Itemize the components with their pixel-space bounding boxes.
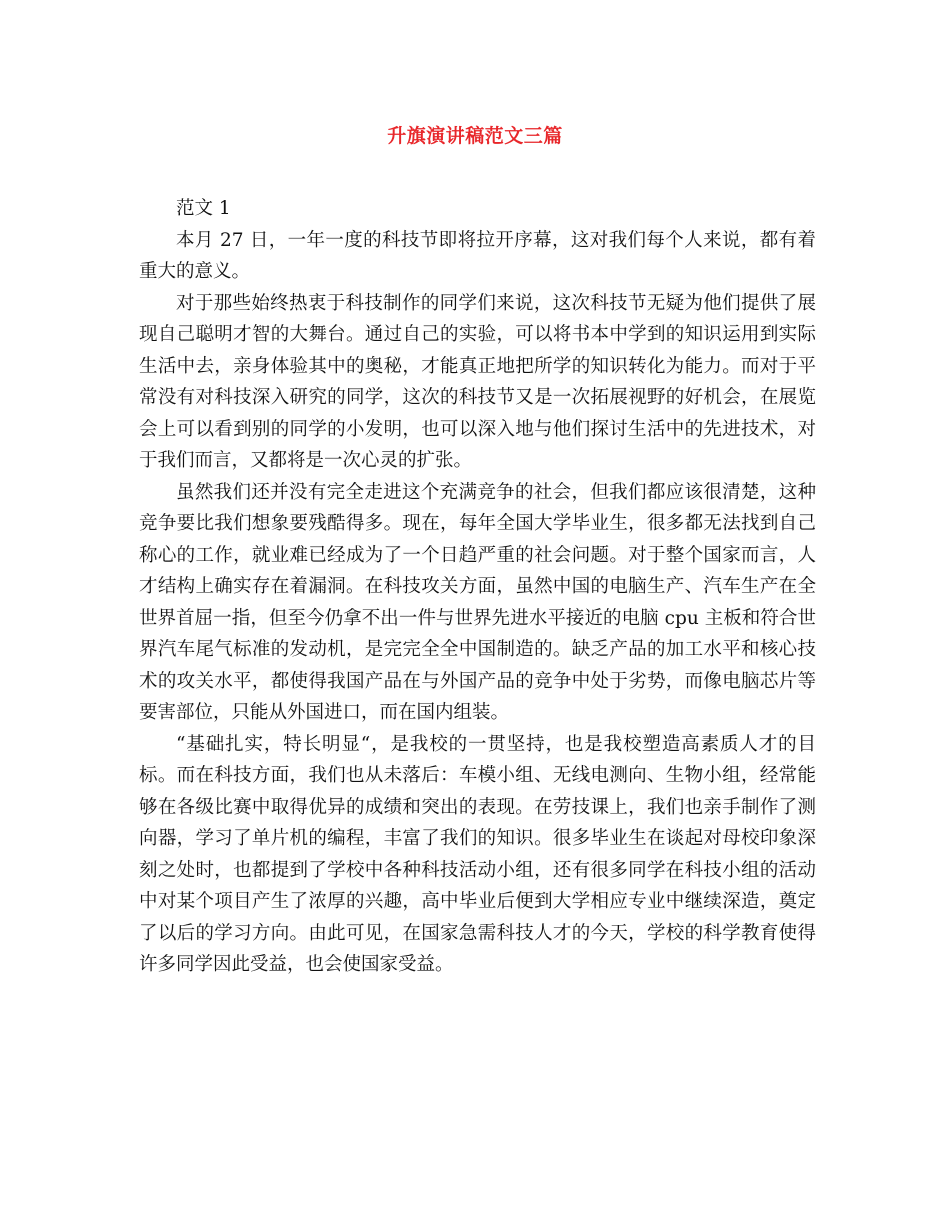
paragraph-3: 虽然我们还并没有完全走进这个充满竞争的社会，但我们都应该很清楚，这种竞争要比我们想象要残酷得多。现在，每年全国大学毕业生，很多都无法找到自己称心的工作，就业难已经成为了一个日趋严重的社会问题。对于整个国家而言，人才结构上确实存在着漏洞。在科技攻关方面，虽然中国的电脑生产、汽车生产在全世界首屈一指，但至今仍拿不出一件与世界先进水平接近的电脑 cpu 主板和符合世界汽车尾气标准的发动机，是完完全全中国制造的。缺乏产品的加工水平和核心技术的攻关水平，都使得我国产品在与外国产品的竞争中处于劣势，而像电脑芯片等要害部位，只能从外国进口，而在国内组装。 [139, 481, 816, 723]
document-body [139, 193, 816, 981]
paragraph-2: 对于那些始终热衷于科技制作的同学们来说，这次科技节无疑为他们提供了展现自己聪明才智的大舞台。通过自己的实验，可以将书本中学到的知识运用到实际生活中去，亲身体验其中的奥秘，才能真正地把所学的知识转化为能力。而对于平常没有对科技深入研究的同学，这次的科技节又是一次拓展视野的好机会，在展览会上可以看到别的同学的小发明，也可以深入地与他们探讨生活中的先进技术，对于我们而言，又都将是一次心灵的扩张。 [139, 292, 816, 471]
section-label: 范文 1 [176, 198, 231, 219]
paragraph-1: 本月 27 日，一年一度的科技节即将拉开序幕，这对我们每个人来说，都有着重大的意义。 [139, 229, 816, 282]
paragraph-4: “基础扎实，特长明显“，是我校的一贯坚持，也是我校塑造高素质人才的目标。而在科技方面，我们也从未落后：车模小组、无线电测向、生物小组，经常能够在各级比赛中取得优异的成绩和突出的表现。在劳技课上，我们也亲手制作了测向器，学习了单片机的编程，丰富了我们的知识。很多毕业生在谈起对母校印象深刻之处时，也都提到了学校中各种科技活动小组，还有很多同学在科技小组的活动中对某个项目产生了浓厚的兴趣，高中毕业后便到大学相应专业中继续深造，奠定了以后的学习方向。由此可见，在国家急需科技人才的今天，学校的科学教育使得许多同学因此受益，也会使国家受益。 [139, 733, 816, 975]
document-title: 升旗演讲稿范文三篇 [387, 125, 563, 147]
